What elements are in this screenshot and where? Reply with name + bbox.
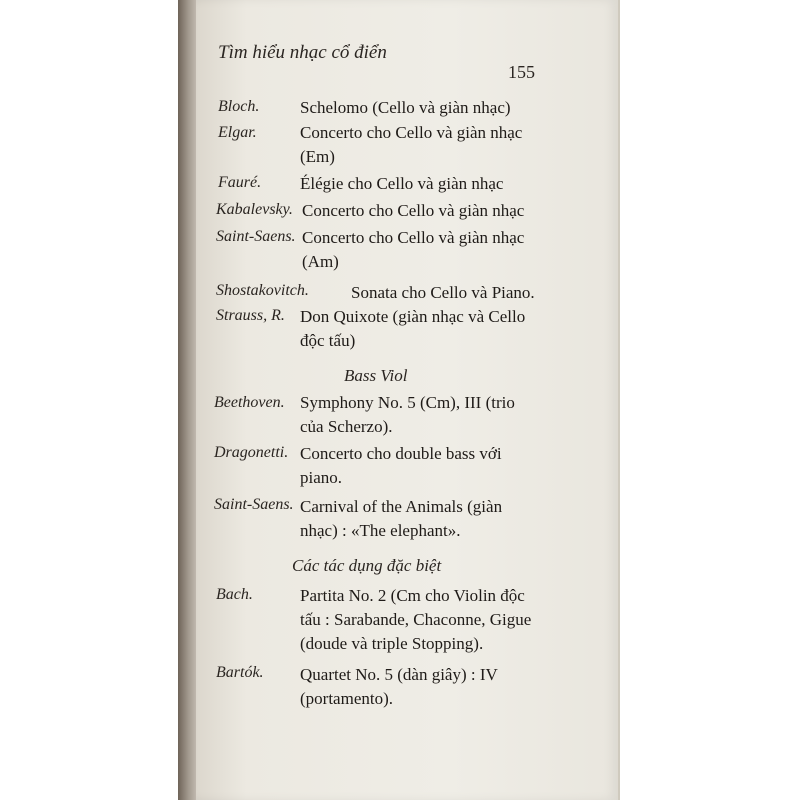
composer-name: Bach. (216, 586, 253, 603)
composer-name: Elgar. (218, 124, 257, 141)
composer-name: Saint-Saens. (216, 228, 296, 245)
composer-name: Saint-Saens. (214, 496, 294, 513)
work-line: Élégie cho Cello và giàn nhạc (300, 174, 504, 193)
work-line: Symphony No. 5 (Cm), III (trio (300, 393, 515, 412)
composer-name: Beethoven. (214, 394, 285, 411)
work-line: Carnival of the Animals (giàn (300, 497, 503, 516)
work-line: Concerto cho Cello và giàn nhạc (302, 201, 525, 220)
composer-name: Bloch. (218, 98, 260, 115)
work-title (300, 172, 540, 196)
composer-name: Fauré. (218, 174, 262, 191)
work-line: nhạc) : «The elephant». (300, 521, 461, 540)
work-title (300, 305, 540, 353)
composer-name: Kabalevsky. (216, 201, 293, 218)
composer-name: Dragonetti. (214, 444, 289, 461)
work-title (351, 281, 591, 305)
composer-name: Strauss, R. (216, 307, 285, 324)
work-title (302, 226, 542, 274)
work-line: Concerto cho Cello và giàn nhạc (302, 228, 525, 247)
section-heading-special-effects: Các tác dụng đặc biệt (292, 556, 442, 575)
work-line: Partita No. 2 (Cm cho Violin độc (300, 586, 525, 605)
composer-name: Shostakovitch. (216, 282, 309, 299)
work-line: Don Quixote (giàn nhạc và Cello (300, 307, 526, 326)
work-title (300, 663, 540, 711)
work-title (300, 121, 540, 169)
work-title (300, 442, 540, 490)
work-line: (portamento). (300, 689, 393, 708)
work-line: tấu : Sarabande, Chaconne, Gigue (300, 610, 532, 629)
work-line: độc tấu) (300, 331, 356, 350)
work-title (300, 96, 540, 120)
work-line: Schelomo (Cello và giàn nhạc) (300, 98, 511, 117)
work-line: (Em) (300, 147, 335, 166)
work-line: của Scherzo). (300, 417, 393, 436)
section-heading-bass-viol: Bass Viol (344, 366, 408, 385)
work-title (300, 584, 550, 656)
work-title (302, 199, 542, 223)
work-line: (doude và triple Stopping). (300, 634, 484, 653)
composer-name: Bartók. (216, 664, 264, 681)
running-title: Tìm hiểu nhạc cổ điển (218, 42, 387, 63)
work-title (300, 495, 540, 543)
work-line: piano. (300, 468, 343, 487)
work-line: Quartet No. 5 (dàn giây) : IV (300, 665, 498, 684)
work-line: Concerto cho Cello và giàn nhạc (300, 123, 523, 142)
work-line: (Am) (302, 252, 339, 271)
work-title (300, 391, 540, 439)
page-number: 155 (508, 62, 535, 82)
work-line: Concerto cho double bass với (300, 444, 502, 463)
work-line: Sonata cho Cello và Piano. (351, 283, 535, 302)
